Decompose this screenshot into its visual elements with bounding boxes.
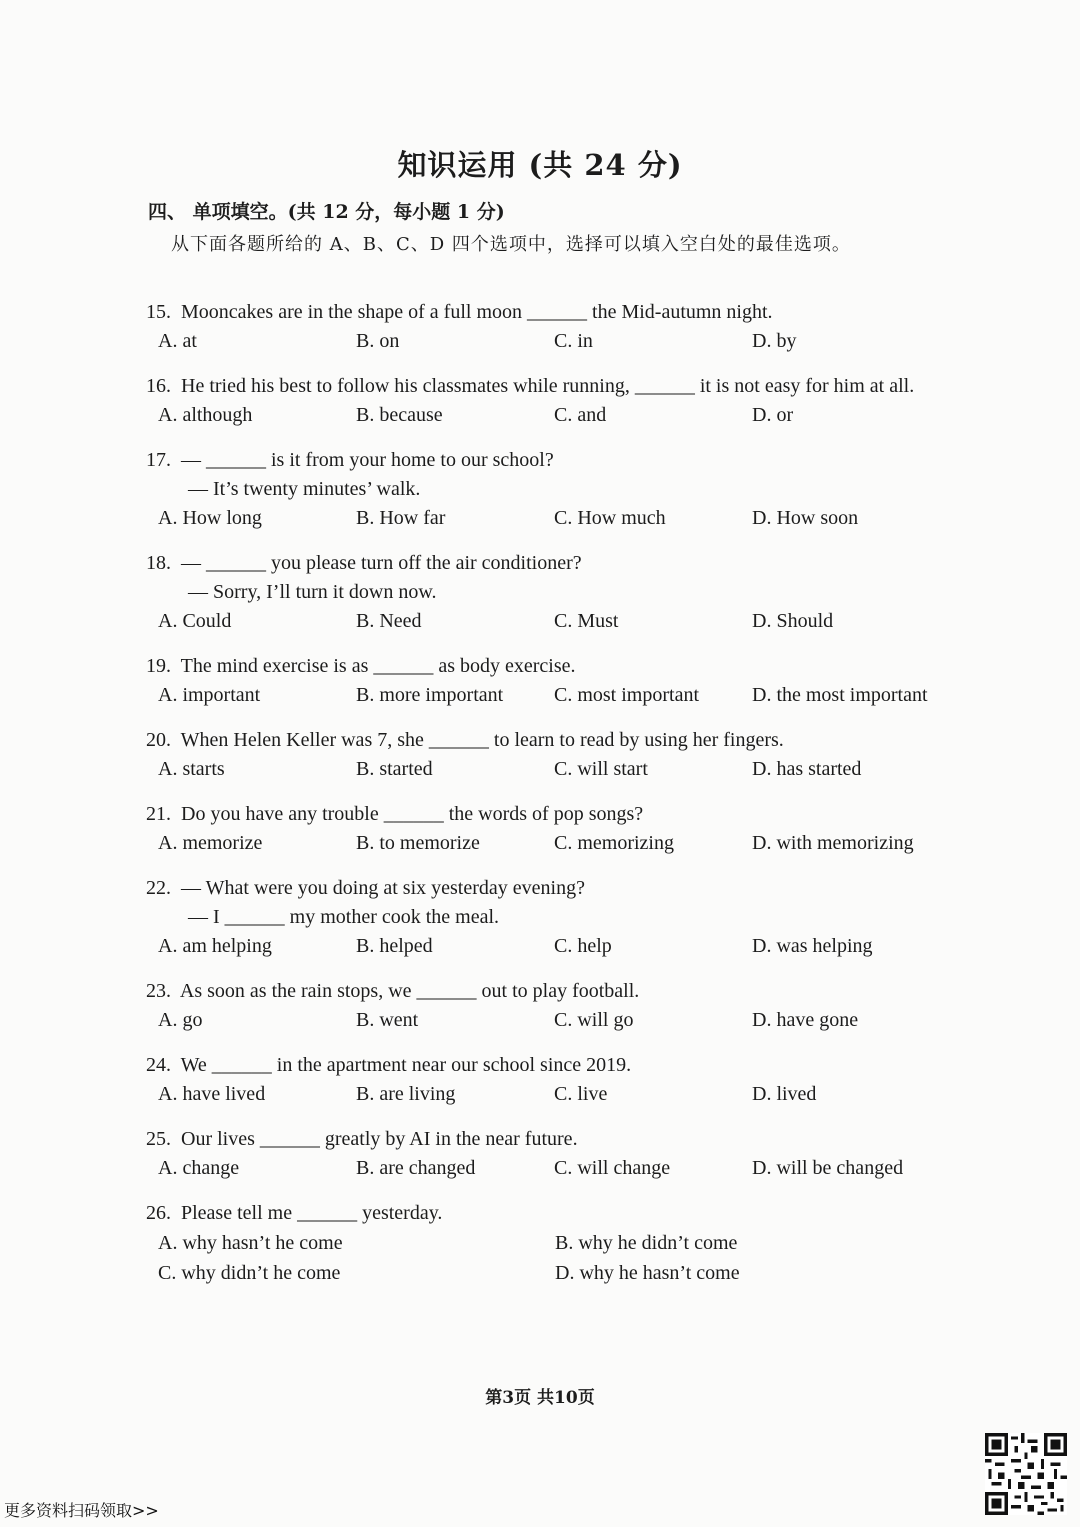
option-c: C. memorizing	[554, 832, 674, 854]
promo-text: 更多资料扫码领取>>	[4, 1501, 159, 1520]
question-stem: 24. We ______ in the apartment near our school since 2019.	[146, 1054, 632, 1076]
option-b: B. started	[356, 758, 433, 780]
option-b: B. How far	[356, 507, 446, 529]
option-a: A. Could	[158, 610, 232, 632]
option-b: B. more important	[356, 684, 504, 706]
option-a: A. although	[158, 404, 253, 426]
question	[146, 1125, 966, 1182]
option-a: A. How long	[158, 507, 262, 529]
option-grid	[146, 1228, 966, 1288]
question-stem: 18. — ______ you please turn off the air conditioner?	[146, 552, 582, 574]
section-instruction: 从下面各题所给的 A、B、C、D 四个选项中，选择可以填入空白处的最佳选项。	[171, 234, 851, 255]
option-row	[146, 932, 966, 960]
option-b: B. went	[356, 1009, 419, 1031]
option-d: D. was helping	[752, 935, 873, 957]
option-d: D. has started	[752, 758, 862, 780]
option-d: D. with memorizing	[752, 832, 914, 854]
option-b: B. because	[356, 404, 443, 426]
option-b: B. Need	[356, 610, 422, 632]
question-reply: — It’s twenty minutes’ walk.	[188, 478, 421, 500]
option-row	[146, 504, 966, 532]
option-c: C. live	[554, 1083, 608, 1105]
question-stem: 26. Please tell me ______ yesterday.	[146, 1202, 443, 1224]
option-d: D. will be changed	[752, 1157, 904, 1179]
option-b: B. to memorize	[356, 832, 480, 854]
question-stem: 21. Do you have any trouble ______ the words of pop songs?	[146, 803, 644, 825]
option-a: A. go	[158, 1009, 203, 1031]
option-c: C. will start	[554, 758, 648, 780]
option-d: D. why he hasn’t come	[555, 1262, 740, 1284]
option-b: B. on	[356, 330, 400, 352]
question-reply: — I ______ my mother cook the meal.	[188, 906, 500, 928]
option-b: B. why he didn’t come	[555, 1232, 738, 1254]
question-list	[146, 298, 966, 1305]
section-title: 知识运用 (共 24 分)	[397, 148, 683, 182]
question-stem: 25. Our lives ______ greatly by AI in the near future.	[146, 1128, 578, 1150]
option-a: A. have lived	[158, 1083, 266, 1105]
option-a: A. am helping	[158, 935, 272, 957]
option-row	[146, 401, 966, 429]
question-stem: 15. Mooncakes are in the shape of a full moon ______ the Mid-autumn night.	[146, 301, 773, 323]
option-row	[146, 1154, 966, 1182]
option-d: D. the most important	[752, 684, 928, 706]
option-c: C. why didn’t he come	[158, 1262, 341, 1284]
question	[146, 977, 966, 1034]
option-a: A. important	[158, 684, 261, 706]
option-c: C. Must	[554, 610, 619, 632]
option-row	[146, 1080, 966, 1108]
question-stem: 16. He tried his best to follow his classmates while running, ______ it is not easy for him at all.	[146, 375, 915, 397]
question	[146, 874, 966, 960]
page-number: 第3页 共10页	[485, 1388, 595, 1408]
option-a: A. starts	[158, 758, 225, 780]
option-c: C. How much	[554, 507, 666, 529]
option-row	[146, 327, 966, 355]
question-stem: 22. — What were you doing at six yesterday evening?	[146, 877, 585, 899]
question	[146, 446, 966, 532]
option-row	[146, 681, 966, 709]
option-row	[146, 607, 966, 635]
option-b: B. are living	[356, 1083, 456, 1105]
option-c: C. help	[554, 935, 612, 957]
option-c: C. in	[554, 330, 593, 352]
option-b: B. are changed	[356, 1157, 476, 1179]
question-stem: 20. When Helen Keller was 7, she ______ to learn to read by using her fingers.	[146, 729, 784, 751]
option-row	[146, 755, 966, 783]
option-d: D. have gone	[752, 1009, 859, 1031]
question	[146, 652, 966, 709]
question-stem: 19. The mind exercise is as ______ as body exercise.	[146, 655, 576, 677]
option-a: A. change	[158, 1157, 240, 1179]
qr-code-icon[interactable]	[985, 1433, 1067, 1515]
section-heading: 四、 单项填空。(共 12 分，每小题 1 分)	[148, 201, 505, 223]
question	[146, 1199, 966, 1288]
option-c: C. will change	[554, 1157, 671, 1179]
option-d: D. by	[752, 330, 797, 352]
question	[146, 726, 966, 783]
option-d: D. or	[752, 404, 794, 426]
option-a: A. why hasn’t he come	[158, 1232, 343, 1254]
question-reply: — Sorry, I’ll turn it down now.	[188, 581, 437, 603]
question	[146, 298, 966, 355]
question-stem: 23. As soon as the rain stops, we ______ out to play football.	[146, 980, 640, 1002]
question	[146, 372, 966, 429]
question	[146, 549, 966, 635]
option-c: C. and	[554, 404, 607, 426]
option-a: A. memorize	[158, 832, 263, 854]
option-d: D. lived	[752, 1083, 817, 1105]
option-a: A. at	[158, 330, 197, 352]
question	[146, 800, 966, 857]
option-row	[146, 829, 966, 857]
option-d: D. How soon	[752, 507, 859, 529]
option-c: C. most important	[554, 684, 699, 706]
question	[146, 1051, 966, 1108]
option-d: D. Should	[752, 610, 834, 632]
option-b: B. helped	[356, 935, 433, 957]
option-c: C. will go	[554, 1009, 634, 1031]
option-row	[146, 1006, 966, 1034]
question-stem: 17. — ______ is it from your home to our school?	[146, 449, 554, 471]
